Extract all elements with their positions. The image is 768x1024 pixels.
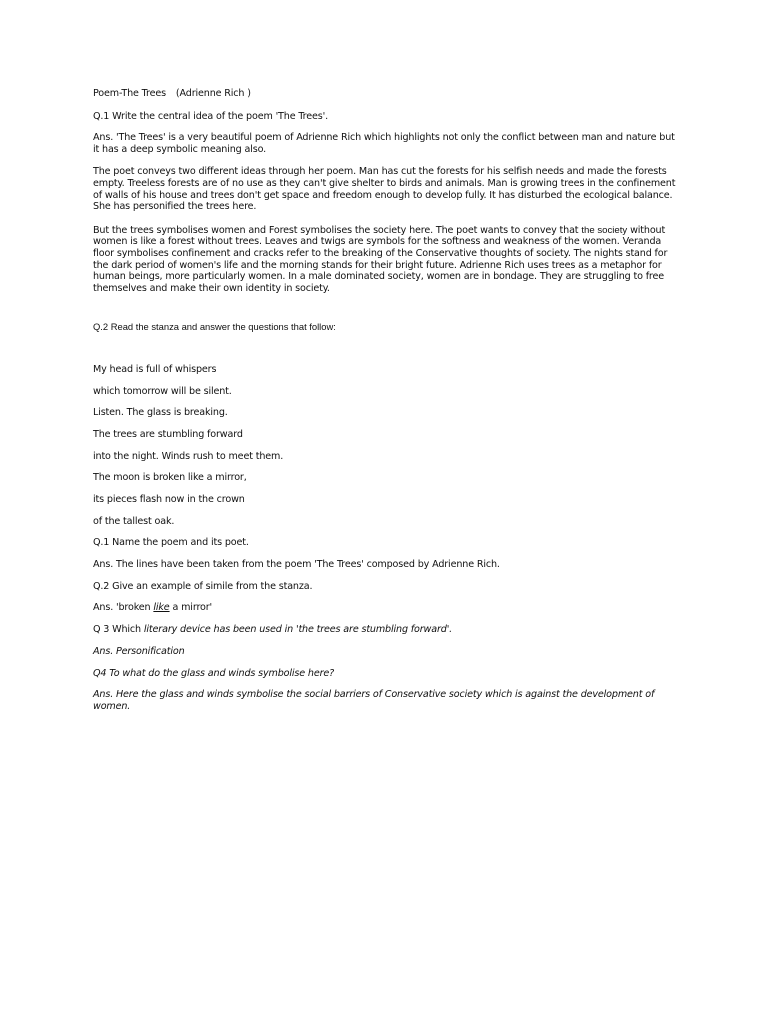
section-2-heading: Q.2 Read the stanza and answer the questions that follow: [93,321,336,333]
stanza-line: which tomorrow will be silent. [93,385,232,397]
stanza-line: into the night. Winds rush to meet them. [93,450,284,462]
question-2-4: Q4 To what do the glass and winds symbolise here? [93,667,335,679]
stanza-line: The trees are stumbling forward [93,428,243,440]
page-title [93,88,678,100]
paragraph-3-inline-phrase: the society [581,224,628,236]
question-2-3-italic: literary device has been used in 'the trees are stumbling forward'. [143,624,453,636]
answer-2-2-end: a mirror' [169,602,213,614]
answer-paragraph-2: The poet conveys two different ideas through her poem. Man has cut the forests for his selfish needs and made the forests empty. Treeless forests are of no use as they can't give shelter to birds and animals. Man is growing trees in the confinement of walls of his house and trees don't get space and freedom enough to develop fully. It has disturbed the ecological balance. She has personified the trees here. [93,166,676,213]
answer-2-4: Ans. Here the glass and winds symbolise the social barriers of Conservative society which is against the development of women. [93,689,655,712]
answer-2-2-emphasis: like [153,602,170,614]
stanza-line: of the tallest oak. [93,515,175,527]
answer-2-1: Ans. The lines have been taken from the poem 'The Trees' composed by Adrienne Rich. [93,559,500,571]
question-2-2: Q.2 Give an example of simile from the stanza. [93,580,313,592]
question-1-central-idea: Q.1 Write the central idea of the poem 'The Trees'. [93,110,328,122]
stanza-line: Listen. The glass is breaking. [93,407,228,419]
poem-title: Poem-The Trees [93,88,166,99]
stanza-line: The moon is broken like a mirror, [93,472,247,484]
stanza-line: its pieces flash now in the crown [93,494,245,506]
stanza-line: My head is full of whispers [93,363,217,375]
question-2-1: Q.1 Name the poem and its poet. [93,537,249,549]
answer-paragraph-3 [93,225,678,295]
question-2-3-start: Q 3 Which [93,624,144,636]
answer-2-2-start: Ans. 'broken [93,602,154,614]
document-page [93,88,678,723]
answer-2-2 [93,602,678,614]
question-2-3 [93,624,678,636]
paragraph-3-end: without women is like a forest without trees. Leaves and twigs are symbols for the softness and weakness of the women. Veranda floor symbolises confinement and cracks refer to the breaking of the Conservative thoughts of society. The nights stand for the dark period of women's life and the morning stands for their bright future. Adrienne Rich uses trees as a metaphor for human beings, more particularly women. In a male dominated society, women are in bondage. They are struggling to free themselves and make their own identity in society. [93,224,668,294]
paragraph-3-start: But the trees symbolises women and Forest symbolises the society here. The poet wants to convey that [93,224,582,236]
answer-2-3: Ans. Personification [93,645,185,657]
stanza [93,364,678,527]
poet-name: (Adrienne Rich ) [175,88,251,99]
answer-paragraph-1: Ans. 'The Trees' is a very beautiful poem of Adrienne Rich which highlights not only the conflict between man and nature but it has a deep symbolic meaning also. [93,132,675,155]
